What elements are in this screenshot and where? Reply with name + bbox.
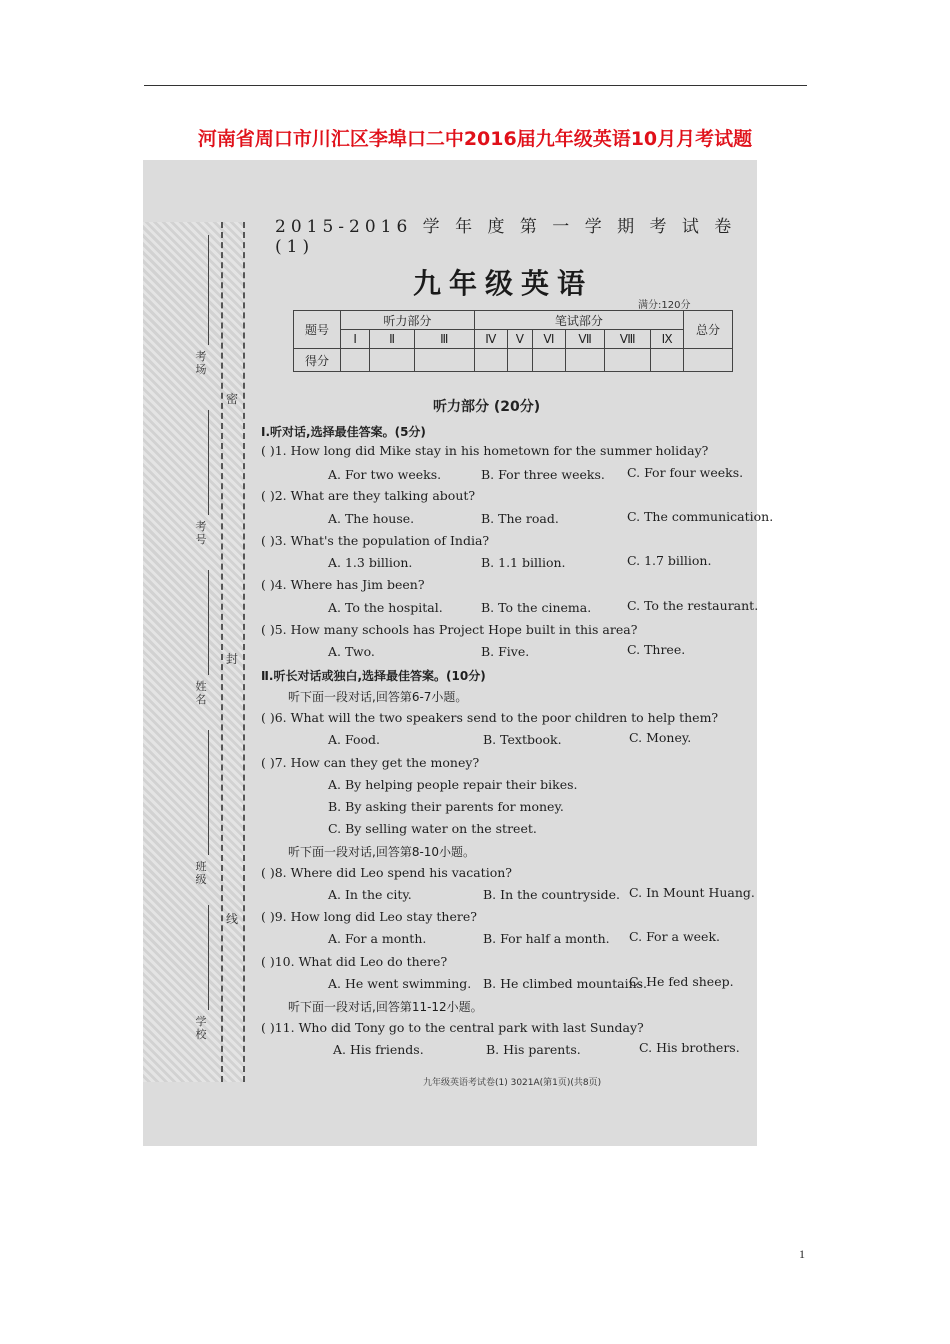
option: A. He went swimming. xyxy=(328,976,472,991)
option: A. His friends. xyxy=(333,1042,424,1057)
scanned-exam-page xyxy=(143,160,774,1146)
question-6: ( )6. What will the two speakers send to the poor children to help them? xyxy=(261,710,719,725)
exam-room-blank xyxy=(208,235,209,345)
name-label: 姓名 xyxy=(195,680,207,706)
score-cell xyxy=(532,349,565,372)
instruction-11-12: 听下面一段对话,回答第11-12小题。 xyxy=(288,1000,483,1014)
exam-number-blank xyxy=(208,410,209,515)
option: A. For two weeks. xyxy=(328,467,442,482)
exam-heading: 2015-2016 学 年 度 第 一 学 期 考 试 卷 (1) xyxy=(275,217,737,257)
score-cell xyxy=(684,349,733,372)
numeral-cell: Ⅴ xyxy=(507,330,532,349)
option: C. For four weeks. xyxy=(627,465,744,480)
option: C. To the restaurant. xyxy=(627,598,759,613)
seal-mi: 密 xyxy=(225,392,238,406)
option: A. Two. xyxy=(328,644,375,659)
question-4: ( )4. Where has Jim been? xyxy=(261,577,425,592)
part2-title: Ⅱ.听长对话或独白,选择最佳答案。(10分) xyxy=(261,669,486,683)
numeral-cell: Ⅰ xyxy=(341,330,370,349)
score-table xyxy=(293,310,733,372)
question-7: ( )7. How can they get the money? xyxy=(261,755,480,770)
numeral-cell: Ⅶ xyxy=(565,330,604,349)
name-blank xyxy=(208,570,209,675)
school-label: 学校 xyxy=(195,1015,207,1041)
numeral-cell: Ⅱ xyxy=(370,330,415,349)
question-9: ( )9. How long did Leo stay there? xyxy=(261,909,477,924)
question-3: ( )3. What's the population of India? xyxy=(261,533,490,548)
total-label: 总分 xyxy=(684,311,733,349)
option: A. To the hospital. xyxy=(328,600,443,615)
option: C. His brothers. xyxy=(639,1040,740,1055)
option: A. The house. xyxy=(328,511,415,526)
score-cell xyxy=(651,349,684,372)
numeral-cell: Ⅲ xyxy=(414,330,474,349)
score-cell xyxy=(414,349,474,372)
score-row-label: 得分 xyxy=(294,349,341,372)
score-cell xyxy=(370,349,415,372)
option: A. For a month. xyxy=(328,931,427,946)
question-8: ( )8. Where did Leo spend his vacation? xyxy=(261,865,512,880)
binding-dashed-line xyxy=(221,222,223,1082)
listening-part-label: 听力部分 xyxy=(341,311,475,330)
numeral-cell: Ⅷ xyxy=(605,330,651,349)
class-blank xyxy=(208,730,209,855)
option: B. In the countryside. xyxy=(483,887,621,902)
question-number-label: 题号 xyxy=(294,311,341,349)
seal-feng: 封 xyxy=(225,652,238,666)
option: A. In the city. xyxy=(328,887,412,902)
option: C. For a week. xyxy=(629,929,720,944)
option: C. In Mount Huang. xyxy=(629,885,755,900)
listening-section-title: 听力部分 (20分) xyxy=(433,399,541,415)
question-10: ( )10. What did Leo do there? xyxy=(261,954,448,969)
numeral-cell: Ⅸ xyxy=(651,330,684,349)
class-label: 班级 xyxy=(195,860,207,886)
option: B. Textbook. xyxy=(483,732,562,747)
option: B. His parents. xyxy=(486,1042,581,1057)
page-footer: 九年级英语考试卷(1) 3021A(第1页)(共8页) xyxy=(423,1078,602,1088)
header-rule xyxy=(144,85,807,86)
option: B. He climbed mountains. xyxy=(483,976,648,991)
option: B. For half a month. xyxy=(483,931,610,946)
instruction-6-7: 听下面一段对话,回答第6-7小题。 xyxy=(288,690,468,704)
question-2: ( )2. What are they talking about? xyxy=(261,488,476,503)
option: B. For three weeks. xyxy=(481,467,605,482)
option: A. 1.3 billion. xyxy=(328,555,413,570)
full-score: 满分:120分 xyxy=(638,300,691,311)
writing-part-label: 笔试部分 xyxy=(474,311,683,330)
option: C. He fed sheep. xyxy=(629,974,734,989)
score-cell xyxy=(605,349,651,372)
exam-number-label: 考号 xyxy=(195,520,207,546)
option: A. Food. xyxy=(328,732,380,747)
subject-title: 九年级英语 xyxy=(413,267,594,300)
option: A. By helping people repair their bikes. xyxy=(328,777,578,792)
option: B. By asking their parents for money. xyxy=(328,799,564,814)
option: C. By selling water on the street. xyxy=(328,821,537,836)
score-cell xyxy=(507,349,532,372)
school-blank xyxy=(208,905,209,1010)
option: B. To the cinema. xyxy=(481,600,592,615)
seal-xian: 线 xyxy=(225,912,238,926)
option: C. 1.7 billion. xyxy=(627,553,712,568)
numeral-cell: Ⅵ xyxy=(532,330,565,349)
document-title: 河南省周口市川汇区李埠口二中2016届九年级英语10月月考试题 xyxy=(197,128,753,150)
option: C. The communication. xyxy=(627,509,774,524)
score-cell xyxy=(474,349,507,372)
question-5: ( )5. How many schools has Project Hope built in this area? xyxy=(261,622,638,637)
option: C. Money. xyxy=(629,730,692,745)
numeral-cell: Ⅳ xyxy=(474,330,507,349)
binding-dashed-line xyxy=(243,222,245,1082)
option: B. 1.1 billion. xyxy=(481,555,566,570)
score-cell xyxy=(341,349,370,372)
question-1: ( )1. How long did Mike stay in his hometown for the summer holiday? xyxy=(261,443,709,458)
part1-title: Ⅰ.听对话,选择最佳答案。(5分) xyxy=(261,425,426,439)
score-cell xyxy=(565,349,604,372)
instruction-8-10: 听下面一段对话,回答第8-10小题。 xyxy=(288,845,476,859)
page-number: 1 xyxy=(799,1247,805,1261)
option: B. The road. xyxy=(481,511,559,526)
option: C. Three. xyxy=(627,642,686,657)
question-11: ( )11. Who did Tony go to the central park with last Sunday? xyxy=(261,1020,644,1035)
option: B. Five. xyxy=(481,644,530,659)
exam-room-label: 考场 xyxy=(195,350,207,376)
